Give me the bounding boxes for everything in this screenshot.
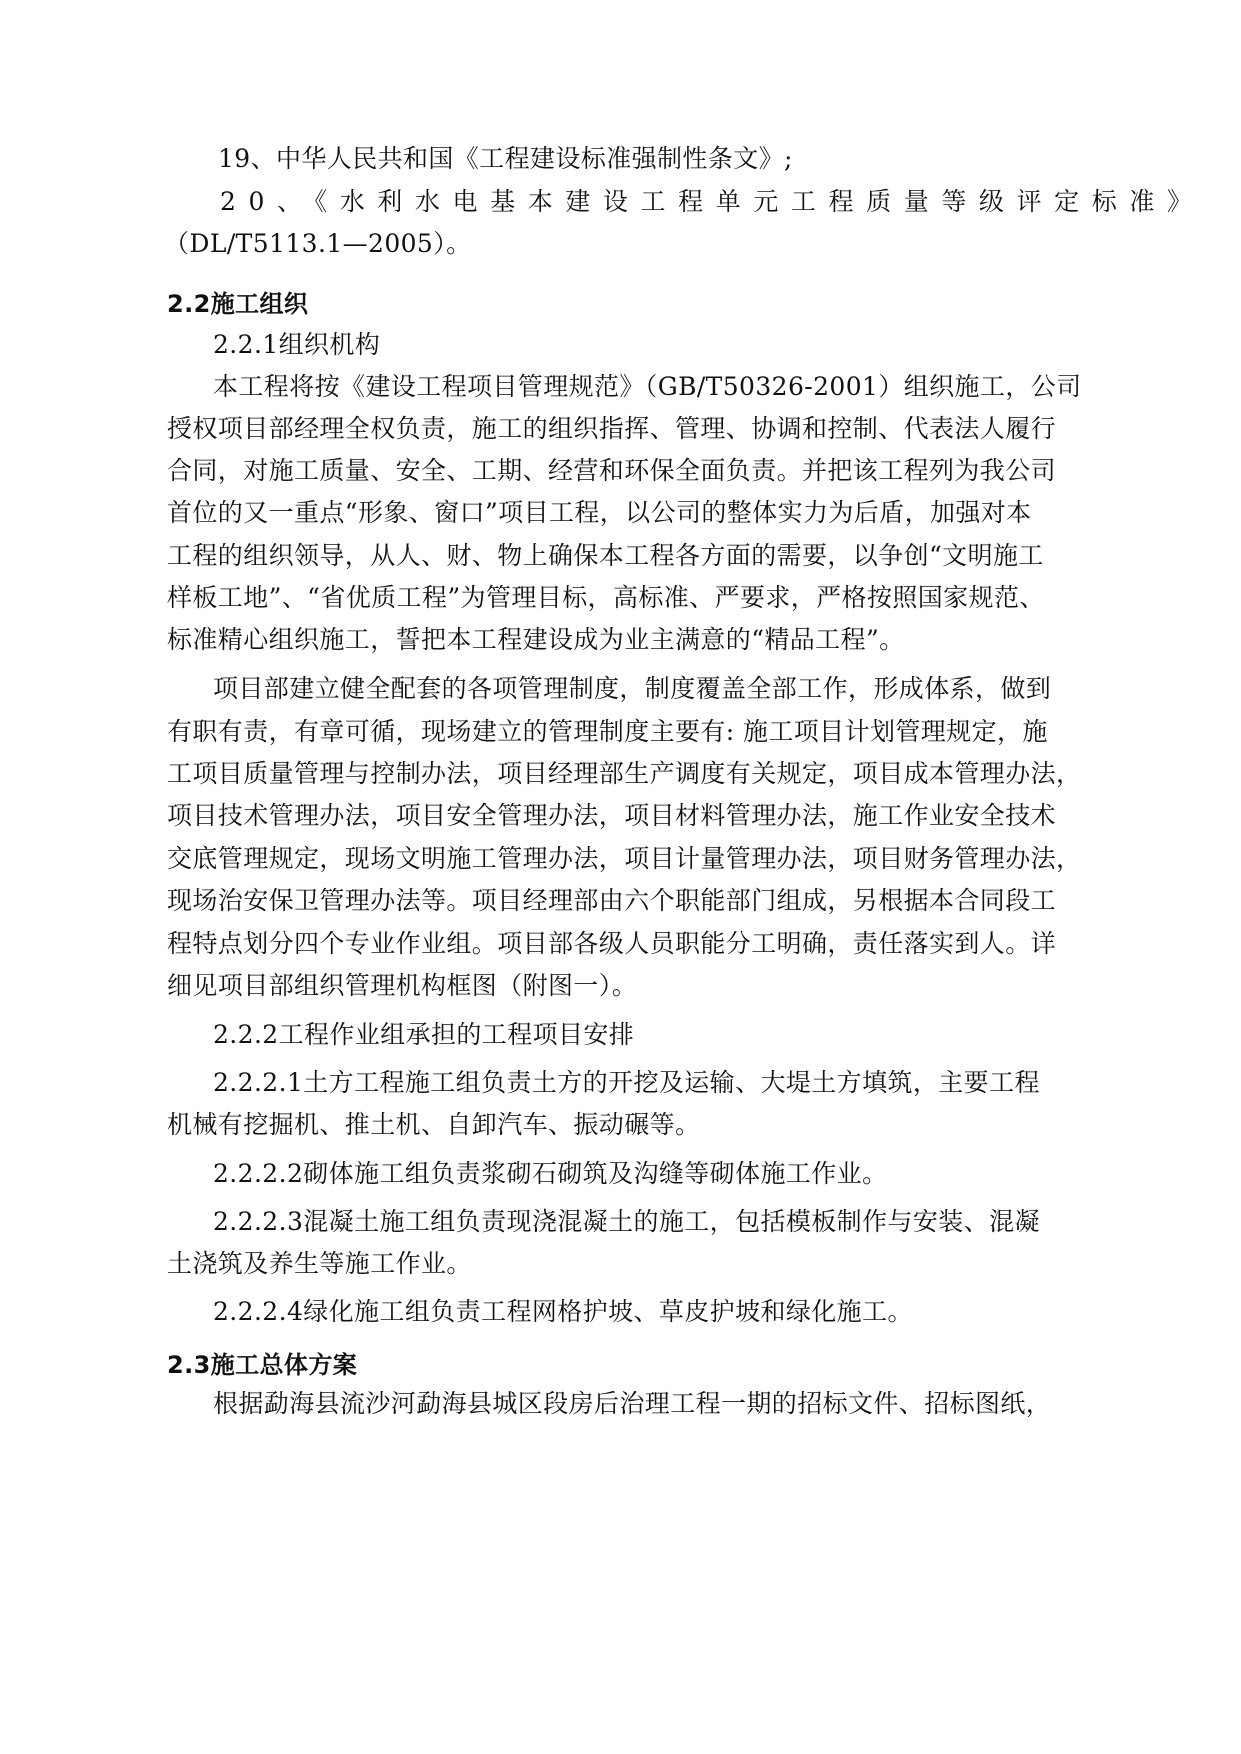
paragraph-line: 机械有挖掘机、推土机、自卸汽车、振动碾等。: [167, 1110, 701, 1139]
paragraph-line: 授权项目部经理全权负责，施工的组织指挥、管理、协调和控制、代表法人履行: [167, 414, 1057, 443]
paragraph-line: 工程的组织领导，从人、财、物上确保本工程各方面的需要，以争创“文明施工: [167, 541, 1044, 570]
paragraph-line: 标准精心组织施工，誓把本工程建设成为业主满意的“精品工程”。: [167, 625, 905, 654]
subsection-heading-2-2-2: 2.2.2工程作业组承担的工程项目安排: [213, 1020, 635, 1049]
section-heading-2-2: 2.2施工组织: [167, 290, 309, 318]
paragraph-line: 2.2.2.3混凝土施工组负责现浇混凝土的施工，包括模板制作与安装、混凝: [213, 1207, 1040, 1236]
reference-item-20-continued: （DL/T5113.1—2005）。: [164, 229, 472, 258]
paragraph-line: 根据勐海县流沙河勐海县城区段房后治理工程一期的招标文件、招标图纸，: [213, 1389, 1052, 1418]
subsection-heading-2-2-1: 2.2.1组织机构: [213, 330, 381, 359]
paragraph-line: 2.2.2.2砌体施工组负责浆砌石砌筑及沟缝等砌体施工作业。: [213, 1159, 888, 1188]
paragraph-line: 本工程将按《建设工程项目管理规范》（GB/T50326-2001）组织施工，公司: [213, 372, 1082, 401]
paragraph-line: 项目部建立健全配套的各项管理制度，制度覆盖全部工作，形成体系，做到: [213, 674, 1052, 703]
paragraph-line: 样板工地”、“省优质工程”为管理目标，高标准、严要求，严格按照国家规范、: [167, 583, 1045, 612]
paragraph-line: 2.2.2.4绿化施工组负责工程网格护坡、草皮护坡和绿化施工。: [213, 1297, 913, 1326]
paragraph-line: 土浇筑及养生等施工作业。: [167, 1249, 472, 1278]
paragraph-line: 2.2.2.1土方工程施工组负责土方的开挖及运输、大堤土方填筑，主要工程: [213, 1068, 1040, 1097]
reference-item-20: 20、《水利水电基本建设工程单元工程质量等级评定标准》: [220, 187, 1205, 216]
paragraph-line: 首位的又一重点“形象、窗口”项目工程，以公司的整体实力为后盾，加强对本: [167, 498, 1032, 527]
section-heading-2-3: 2.3施工总体方案: [167, 1351, 358, 1379]
paragraph-line: 细见项目部组织管理机构框图（附图一）。: [167, 971, 638, 1000]
paragraph-line: 工项目质量管理与控制办法，项目经理部生产调度有关规定，项目成本管理办法，: [167, 759, 1082, 788]
reference-item-19: 19、中华人民共和国《工程建设标准强制性条文》;: [218, 144, 793, 173]
paragraph-line: 交底管理规定，现场文明施工管理办法，项目计量管理办法，项目财务管理办法，: [167, 844, 1082, 873]
paragraph-line: 项目技术管理办法，项目安全管理办法，项目材料管理办法，施工作业安全技术: [167, 801, 1057, 830]
paragraph-line: 现场治安保卫管理办法等。项目经理部由六个职能部门组成，另根据本合同段工: [167, 886, 1057, 915]
paragraph-line: 程特点划分四个专业作业组。项目部各级人员职能分工明确，责任落实到人。详: [167, 929, 1057, 958]
paragraph-line: 合同，对施工质量、安全、工期、经营和环保全面负责。并把该工程列为我公司: [167, 456, 1057, 485]
paragraph-line: 有职有责，有章可循，现场建立的管理制度主要有: 施工项目计划管理规定，施: [167, 717, 1048, 746]
